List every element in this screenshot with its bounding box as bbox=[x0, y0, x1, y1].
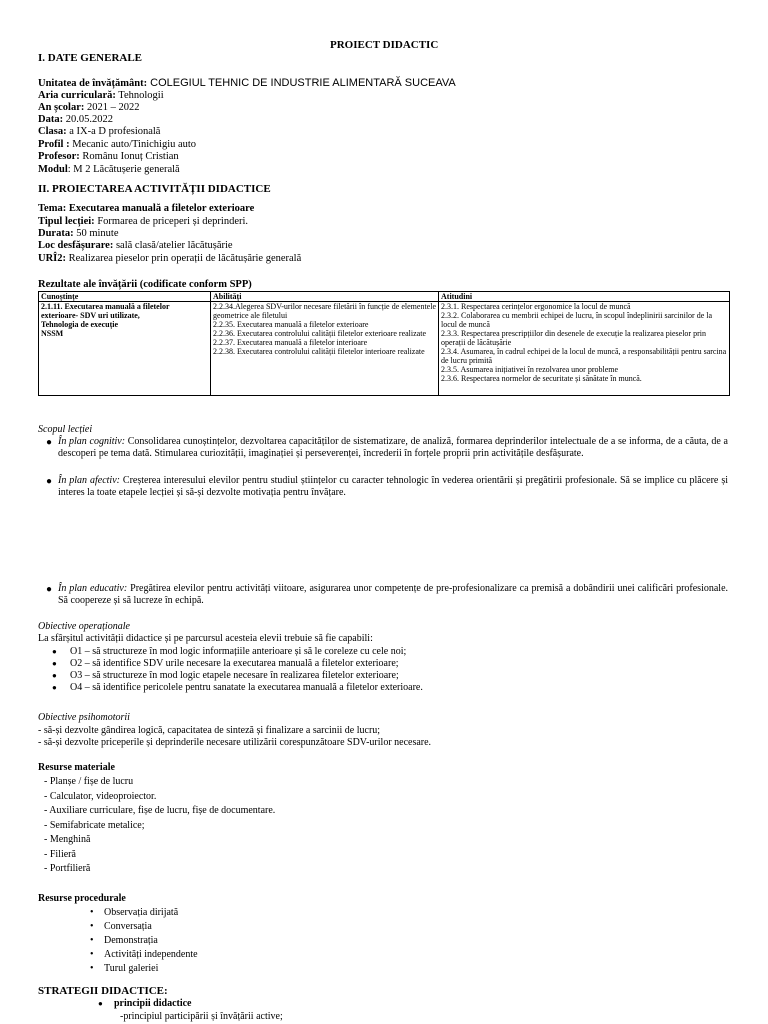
field-value: 2021 – 2022 bbox=[84, 102, 140, 113]
cunostinte-item: Tehnologia de execuție bbox=[41, 320, 119, 329]
section-proiectare-heading: II. PROIECTAREA ACTIVITĂȚII DIDACTICE bbox=[38, 183, 271, 195]
column-header-atitudini: Atitudini bbox=[439, 292, 730, 302]
field-value: : M 2 Lăcătușerie generală bbox=[67, 164, 180, 175]
list-item: • Conversația bbox=[90, 920, 198, 934]
procedurale-list bbox=[90, 906, 198, 976]
field-label: Profesor: bbox=[38, 151, 80, 162]
field-label: Data: bbox=[38, 114, 64, 125]
field-value: Realizarea pieselor prin operații de lăcătușărie generală bbox=[66, 253, 302, 264]
list-item: • Turul galeriei bbox=[90, 962, 198, 976]
field-modul bbox=[38, 164, 180, 176]
field-label: Profil : bbox=[38, 139, 70, 150]
scop-label: În plan educativ: bbox=[58, 583, 128, 594]
list-item: - Planșe / fișe de lucru bbox=[44, 776, 134, 787]
psiho-item: - să-și dezvolte gândirea logică, capacitatea de sinteză și finalizare a sarcinii de lucru; bbox=[38, 725, 381, 736]
field-value: Mecanic auto/Tinichigiu auto bbox=[69, 139, 197, 150]
cunostinte-item: NSSM bbox=[41, 329, 64, 338]
field-value: Executarea manuală a filetelor exterioare bbox=[66, 203, 255, 214]
principiu-item: -principiul participării și învățării active; bbox=[120, 1011, 283, 1022]
atitudini-item: 2.3.1. Respectarea cerințelor ergonomice la locul de muncă bbox=[441, 302, 631, 311]
scop-cognitiv bbox=[58, 436, 728, 459]
field-data bbox=[38, 114, 113, 126]
column-header-cunostinte: Cunoștințe bbox=[39, 292, 211, 302]
field-value: Românu Ionuț Cristian bbox=[79, 151, 179, 162]
resurse-list bbox=[44, 775, 275, 877]
field-label: Tipul lecției: bbox=[38, 216, 95, 227]
atitudini-item: 2.3.6. Respectarea normelor de securitate și sănătate în muncă. bbox=[441, 374, 642, 383]
obiective-intro: La sfârșitul activității didactice și pe parcursul acesteia elevii trebuie să fie capabili: bbox=[38, 633, 373, 644]
field-label: Durata: bbox=[38, 228, 74, 239]
rezultate-table bbox=[38, 291, 730, 396]
field-aria bbox=[38, 90, 164, 102]
psiho-item: - să-și dezvolte priceperile și deprinderile necesare utilizării corespunzătoare SDV-urilor necesare. bbox=[38, 737, 432, 748]
column-header-abilitati: Abilități bbox=[211, 292, 439, 302]
field-label: Modul bbox=[38, 164, 68, 175]
field-label: Aria curriculară: bbox=[38, 90, 116, 101]
field-tema bbox=[38, 203, 254, 215]
bullet-icon: ● bbox=[98, 999, 103, 1008]
obiective-heading: Obiective operaționale bbox=[38, 621, 130, 632]
field-value: sală clasă/atelier lăcătușărie bbox=[113, 240, 233, 251]
table-header-row bbox=[39, 292, 730, 302]
cell-abilitati bbox=[211, 302, 439, 396]
section-general-heading: I. DATE GENERALE bbox=[38, 52, 143, 64]
field-value: 20.05.2022 bbox=[63, 114, 113, 125]
field-label: Tema: bbox=[38, 203, 67, 214]
scop-afectiv bbox=[58, 475, 728, 498]
atitudini-item: 2.3.3. Respectarea prescripțiilor din desenele de execuție la realizarea pieselor prin operații de lăcătușărie bbox=[441, 329, 706, 347]
psiho-heading: Obiective psihomotorii bbox=[38, 712, 130, 723]
list-item: - Filieră bbox=[44, 848, 76, 860]
list-item: - Auxiliare curriculare, fișe de lucru, fișe de documentare. bbox=[44, 805, 276, 816]
table-row bbox=[39, 302, 730, 396]
field-loc bbox=[38, 240, 233, 252]
list-item: ● O1 – să structureze în mod logic informațiile anterioare și să le coreleze cu cele noi; bbox=[52, 646, 423, 658]
scop-text: Creșterea interesului elevilor pentru studiul științelor cu caracter tehnologic în vederea orientării și pregătirii profesionale. Să se implice cu plăcere și interes la toate etapele lecției și să-și dezvolte motivația pentru învățare. bbox=[58, 475, 728, 498]
field-profil bbox=[38, 139, 196, 151]
field-value: 50 minute bbox=[73, 228, 119, 239]
rezultate-heading: Rezultate ale învățării (codificate conform SPP) bbox=[38, 279, 252, 290]
atitudini-item: 2.3.4. Asumarea, în cadrul echipei de la locul de muncă, a responsabilității pentru sarcina de lucru primită bbox=[441, 347, 727, 365]
list-item: ● O4 – să identifice pericolele pentru sanatate la executarea manuală a filetelor exterioare. bbox=[52, 682, 423, 694]
field-an-scolar bbox=[38, 102, 140, 114]
atitudini-item: 2.3.5. Asumarea inițiativei în rezolvarea unor probleme bbox=[441, 365, 619, 374]
field-value: a IX-a D profesională bbox=[66, 126, 161, 137]
field-label: URÎ2: bbox=[38, 253, 66, 264]
list-item: - Semifabricate metalice; bbox=[44, 819, 145, 831]
scop-educativ bbox=[58, 583, 728, 606]
field-uri2 bbox=[38, 253, 301, 265]
list-item: - Menghină bbox=[44, 834, 91, 845]
document-title: PROIECT DIDACTIC bbox=[330, 39, 439, 51]
field-unitate bbox=[38, 77, 456, 90]
list-item: • Activități independente bbox=[90, 948, 198, 962]
field-durata bbox=[38, 228, 119, 240]
field-label: Unitatea de învățământ: bbox=[38, 78, 148, 89]
list-item: • Observația dirijată bbox=[90, 906, 198, 920]
obiective-list bbox=[52, 646, 423, 694]
list-item: • Demonstrația bbox=[90, 934, 198, 948]
procedurale-heading: Resurse procedurale bbox=[38, 893, 126, 904]
bullet-icon: ● bbox=[46, 476, 53, 487]
abilitati-item: 2.2.34.Alegerea SDV-urilor necesare filetării în funcție de elementele geometrice ale filetului bbox=[213, 302, 436, 320]
list-item: - Calculator, videoproiector. bbox=[44, 790, 157, 802]
scop-text: Pregătirea elevilor pentru activități viitoare, asigurarea unor competențe de pre-profesionalizare ca premisă a dobândirii unei calificări profesionale. Să coopereze și să lucreze în echipă. bbox=[58, 583, 729, 606]
field-value: COLEGIUL TEHNIC DE INDUSTRIE ALIMENTARĂ SUCEAVA bbox=[147, 77, 456, 89]
abilitati-item: 2.2.38. Executarea controlului calității filetelor interioare realizate bbox=[213, 347, 425, 356]
scop-label: În plan cognitiv: bbox=[58, 436, 126, 447]
bullet-icon: ● bbox=[46, 437, 53, 448]
field-value: Formarea de priceperi și deprinderi. bbox=[94, 216, 249, 227]
abilitati-item: 2.2.35. Executarea manuală a filetelor exterioare bbox=[213, 320, 369, 329]
abilitati-item: 2.2.36. Executarea controlului calității filetelor exterioare realizate bbox=[213, 329, 427, 338]
scop-text: Consolidarea cunoștințelor, dezvoltarea capacităților de sistematizare, de analiză, formarea deprinderilor intelectuale de a se informa, de a căuta, de a descoperi pe tema dată. Stimularea curiozității, imaginației și perseverenței, încrederii în forțele proprii prin activitățile desfășurate. bbox=[58, 436, 728, 459]
bullet-icon: ● bbox=[46, 584, 53, 595]
cell-atitudini bbox=[439, 302, 730, 396]
cunostinte-item: 2.1.11. Executarea manuală a filetelor exterioare- SDV uri utilizate, bbox=[41, 302, 170, 320]
field-clasa bbox=[38, 126, 160, 138]
field-value: Tehnologii bbox=[115, 90, 164, 101]
scop-heading: Scopul lecției bbox=[38, 424, 93, 435]
strategii-heading: STRATEGII DIDACTICE: bbox=[38, 985, 168, 997]
scop-label: În plan afectiv: bbox=[58, 475, 120, 486]
list-item: ● O2 – să identifice SDV urile necesare la executarea manuală a filetelor exterioare; bbox=[52, 658, 423, 670]
principii-label: principii didactice bbox=[114, 998, 192, 1009]
resurse-heading: Resurse materiale bbox=[38, 762, 115, 773]
field-label: Clasa: bbox=[38, 126, 67, 137]
list-item: - Portfilieră bbox=[44, 863, 91, 874]
cell-cunostinte bbox=[39, 302, 211, 396]
field-label: Loc desfășurare: bbox=[38, 240, 114, 251]
list-item: ● O3 – să structureze în mod logic etapele necesare în realizarea filetelor exterioare; bbox=[52, 670, 423, 682]
abilitati-item: 2.2.37. Executarea manuală a filetelor interioare bbox=[213, 338, 368, 347]
field-profesor bbox=[38, 151, 179, 163]
field-label: An școlar: bbox=[38, 102, 85, 113]
atitudini-item: 2.3.2. Colaborarea cu membrii echipei de lucru, în scopul îndeplinirii sarcinilor de la locul de muncă bbox=[441, 311, 713, 329]
field-tipul-lectiei bbox=[38, 216, 248, 228]
